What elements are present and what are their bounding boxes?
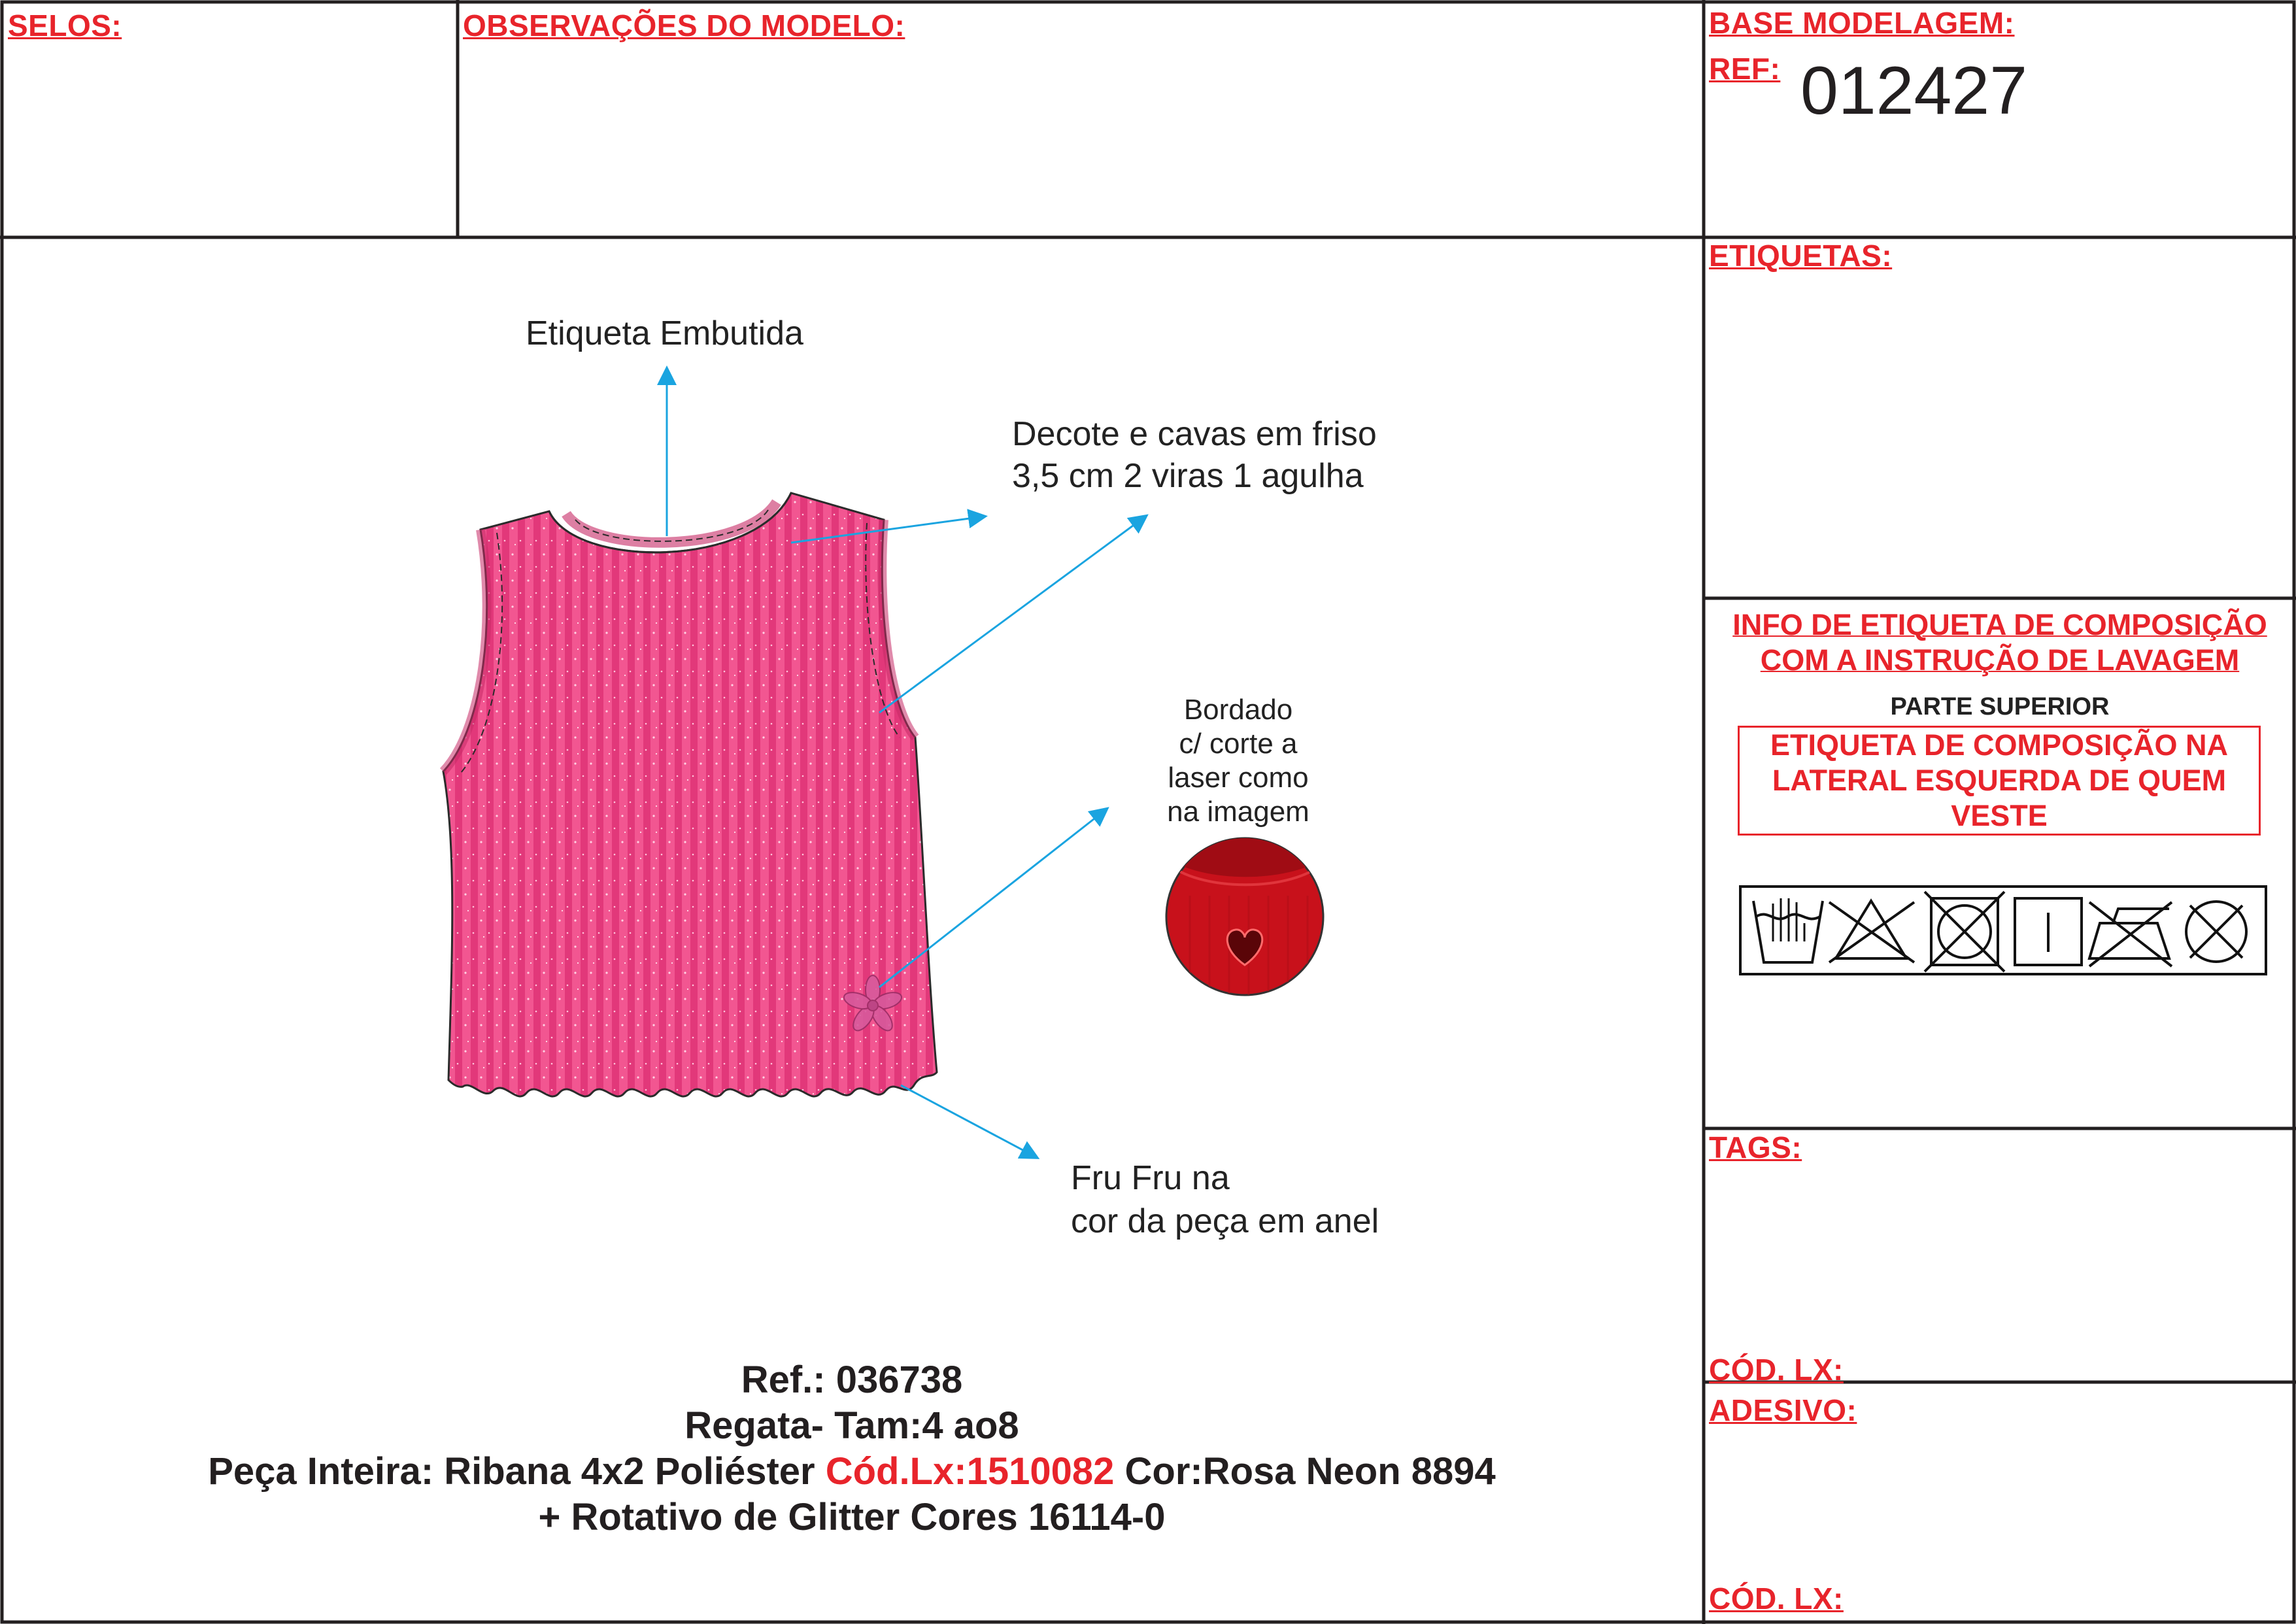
selos-header: SELOS: (8, 8, 122, 42)
composition-box-line3: VESTE (1951, 799, 2048, 832)
composition-title-line1: INFO DE ETIQUETA DE COMPOSIÇÃO (1732, 608, 2267, 641)
composition-box-line1: ETIQUETA DE COMPOSIÇÃO NA (1770, 728, 2229, 762)
product-type: Regata- Tam:4 ao8 (684, 1404, 1019, 1447)
bordado-label-line2: c/ corte a (1179, 728, 1298, 760)
product-ref: Ref.: 036738 (741, 1359, 963, 1401)
product-fabric-code: Cód.Lx:1510082 (825, 1450, 1115, 1493)
composition-box-line2: LATERAL ESQUERDA DE QUEM (1772, 764, 2227, 797)
decote-label-line1: Decote e cavas em friso (1012, 415, 1377, 453)
etiquetas-header: ETIQUETAS: (1709, 239, 1893, 273)
cod-lx-label: CÓD. LX: (1709, 1353, 1844, 1387)
ref-label: REF: (1709, 52, 1781, 86)
bordado-label-line1: Bordado (1183, 694, 1293, 726)
tags-header: TAGS: (1709, 1130, 1802, 1164)
cod-lx-label-2: CÓD. LX: (1709, 1582, 1844, 1616)
composition-title-line2: COM A INSTRUÇÃO DE LAVAGEM (1760, 643, 2240, 677)
frufru-label-line2: cor da peça em anel (1071, 1202, 1379, 1240)
bordado-label-line3: laser como (1168, 762, 1309, 794)
product-fabric (0, 1449, 1704, 1495)
observacoes-header: OBSERVAÇÕES DO MODELO: (463, 8, 905, 42)
product-glitter: + Rotativo de Glitter Cores 16114-0 (538, 1496, 1166, 1538)
ref-value: 012427 (1800, 53, 2028, 129)
base-modelagem-header: BASE MODELAGEM: (1709, 6, 2015, 40)
product-fabric-a: Peça Inteira: Ribana 4x2 Poliéster (208, 1450, 826, 1493)
parte-superior-label: PARTE SUPERIOR (1890, 693, 2110, 720)
bordado-label-line4: na imagem (1167, 796, 1309, 828)
etiqueta-embutida-label: Etiqueta Embutida (526, 314, 803, 352)
composition-box (1738, 726, 2261, 836)
product-fabric-b: Cor:Rosa Neon 8894 (1114, 1450, 1496, 1493)
decote-label-line2: 3,5 cm 2 viras 1 agulha (1012, 457, 1364, 495)
adesivo-header: ADESIVO: (1709, 1393, 1857, 1427)
frufru-label-line1: Fru Fru na (1071, 1159, 1230, 1197)
